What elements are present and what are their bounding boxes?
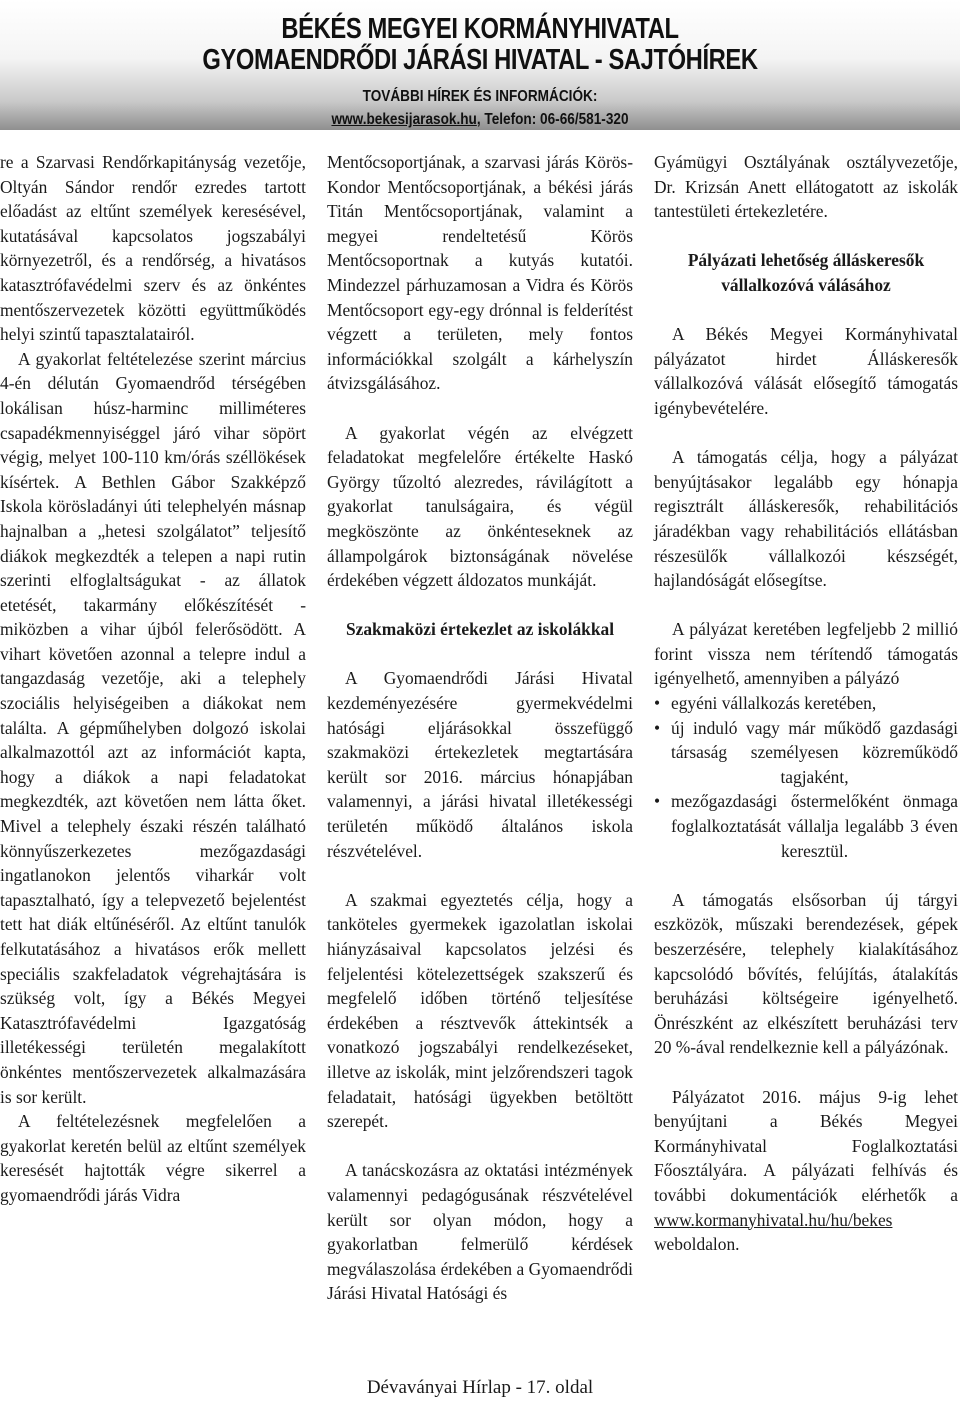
paragraph: Gyámügyi Osztályának osztályvezetője, Dr. Krizsán Anett ellátogatott az iskolák tantestületi értekezletére. <box>654 152 958 222</box>
paragraph: Pályázatot 2016. május 9-ig lehet benyújtani a Békés Megyei Kormányhivatal Foglalkoztatási Főosztályára. A pályázati felhívás és további dokumentációk elérhetők a www.kormanyhivatal.hu/hu/bekes weboldalon. <box>654 1086 958 1255</box>
article-column-3 <box>654 150 958 1257</box>
list-item: • egyéni vállalkozás keretében, <box>654 691 958 716</box>
header-title: BÉKÉS MEGYEI KORMÁNYHIVATAL <box>281 13 679 45</box>
section-heading: Pályázati lehetőség álláskeresők vállalkozóvá válásához <box>687 250 925 295</box>
paragraph: re a Szarvasi Rendőrkapitányság vezetője, Oltyán Sándor rendőr ezredes tartott előadást az eltűnt személyek keresésével, kutatásával kapcsolatos jogszabályi környezetről, és a rendőrség, a hivatásos katasztrófavédelmi szerv és az önkéntes mentőszervezetek közötti együttműködés helyi szintű tapasztalatairól. <box>0 152 306 345</box>
header-subtitle: GYOMAENDRŐDI JÁRÁSI HIVATAL - SAJTÓHÍREK <box>202 44 758 76</box>
list-item: • mezőgazdasági őstermelőként önmaga foglalkoztatását vállalja legalább 3 éven keresztül. <box>654 791 958 861</box>
paragraph: A támogatás célja, hogy a pályázat benyújtásakor legalább egy hónapja regisztrált álláskeresők, rehabilitációs járadékban vagy rehabilitációs ellátásban részesülők vállalkozói készségét, hajlandóságát elősegítse. <box>654 447 958 591</box>
paragraph: A feltételezésnek megfelelően a gyakorlat keretén belül az eltűnt személyek keresését hajtották végre sikerrel a gyomaendrődi járás Vidra <box>0 1111 306 1205</box>
paragraph: A pályázat keretében legfeljebb 2 millió forint vissza nem térítendő támogatás igényelhető, amennyiben a pályázó <box>654 619 958 689</box>
paragraph: A szakmai egyeztetés célja, hogy a tanköteles gyermekek igazolatlan iskolai hiányzásaival kapcsolatos jelzési és feljelentési kötelezettségek szakszerű és megfelelő időben történő teljesítése érdekében a résztvevők áttekintsék a vonatkozó jogszabályi rendelkezéseket, illetve az iskolák, mint jelzőrendszeri tagok feladatait, hatósági ügyekben betöltött szerepét. <box>327 889 633 1132</box>
page-footer: Dévaványai Hírlap - 17. oldal <box>366 1377 594 1398</box>
header-more-info: TOVÁBBI HÍREK ÉS INFORMÁCIÓK: <box>362 88 598 105</box>
list-item: • új induló vagy már működő gazdasági társaság személyesen közreműködő tagjaként, <box>654 717 958 787</box>
paragraph: A gyakorlat végén az elvégzett feladatokat megfelelőre értékelte Haskó György tűzoltó alezredes, rávilágított a gyakorlat tanulságaira, és végül megköszönte az önkénteseknek az állampolgárok biztonságának növelése érdekében végzett áldozatos munkáját. <box>327 422 633 591</box>
paragraph: A támogatás elsősorban új tárgyi eszközök, műszaki berendezések, gépek beszerzésére, telephely kialakításához kapcsolódó bővítés, felújítás, átalakítás beruházási költségeire igényelhető. Önrészként az elkészített beruházási terv 20 %-ával rendelkeznie kell a pályázónak. <box>654 889 958 1058</box>
paragraph: A Gyomaendrődi Járási Hivatal kezdeményezésére gyermekvédelmi hatósági eljárásokkal összefüggő szakmaközi értekezletek megtartására került sor 2016. március hónapjában valamennyi, a járási hivatal illetékességi területén működő általános iskola részvételével. <box>327 668 633 861</box>
bullet-icon: • <box>654 791 661 812</box>
eligibility-list <box>654 691 958 863</box>
paragraph: A Békés Megyei Kormányhivatal pályázatot hirdet Álláskeresők vállalkozóvá válását elősegítő támogatás igénybevételére. <box>654 324 958 418</box>
section-heading: Szakmaközi értekezlet az iskolákkal <box>345 619 615 640</box>
article-column-1 <box>0 150 306 1208</box>
paragraph: A gyakorlat feltételezése szerint március 4-én délután Gyomaendrőd térségében lokálisan húsz-harminc milliméteres csapadékmennyiséggel járó vihar söpört végig, melyet 100-110 km/órás széllökések kísértek. A Bethlen Gábor Szakképző Iskola körösladányi úti telephelyén másnap hajnalban a „hetesi szolgálatot” teljesítő diákok megkezdték a telepen a napi rutin szerinti elfoglaltságukat - az állatok etetését, takarmány előkészítését - miközben a vihar újból felerősödött. A vihart követően azonnal a telepre indul a tangazdaság vezetője, aki a telephely szociális helyiségeiben a diákokat nem találta. A gépműhelyben dolgozó iskolai alkalmazottól azt az információt kapta, hogy a diákok a napi feladatokat megkezdték, azt követően nem látta őket. Mivel a telephely északi részén található könnyűszerkezetes mezőgazdasági ingatlanokon jelentős viharkár volt tapasztalható, így a telepvezető bejelentést tett hat diák eltűnéséről. Az eltűnt tanulók felkutatásához a hivatásos erők mellett speciális szakfeladatok végrehajtására is szükség volt, így a Békés Megyei Katasztrófavédelmi Igazgatóság illetékességi területén megalakított önkéntes mentőszervezetek alkalmazására is sor került. <box>0 348 306 1107</box>
kormanyhivatal-link[interactable]: www.kormanyhivatal.hu/hu/bekes <box>654 1209 893 1230</box>
paragraph: Mentőcsoportjának, a szarvasi járás Körös-Kondor Mentőcsoportjának, a békési járás Titán Mentőcsoportjának, valamint a megyei rendeltetésű Körös Mentőcsoportnak a kutyás kutatói. Mindezzel párhuzamosan a Vidra és Körös Mentőcsoport egy-egy drónnal is felderítést végzett a területen, mely fontos információkkal szolgált a kárhelyszín átvizsgálásához. <box>327 152 633 394</box>
bullet-icon: • <box>654 693 661 714</box>
bullet-icon: • <box>654 717 661 738</box>
header-contact <box>72 111 888 129</box>
phone-number: , Telefon: 06-66/581-320 <box>476 111 629 128</box>
article-column-2 <box>327 150 633 1306</box>
paragraph: A tanácskozásra az oktatási intézmények valamennyi pedagógusának részvételével került sor olyan módon, hogy a gyakorlatban felmerülő kérdések megválaszolása érdekében a Gyomaendrődi Járási Hivatal Hatósági és <box>327 1160 633 1304</box>
website-link[interactable]: www.bekesijarasok.hu <box>331 111 477 128</box>
press-header <box>0 0 960 130</box>
